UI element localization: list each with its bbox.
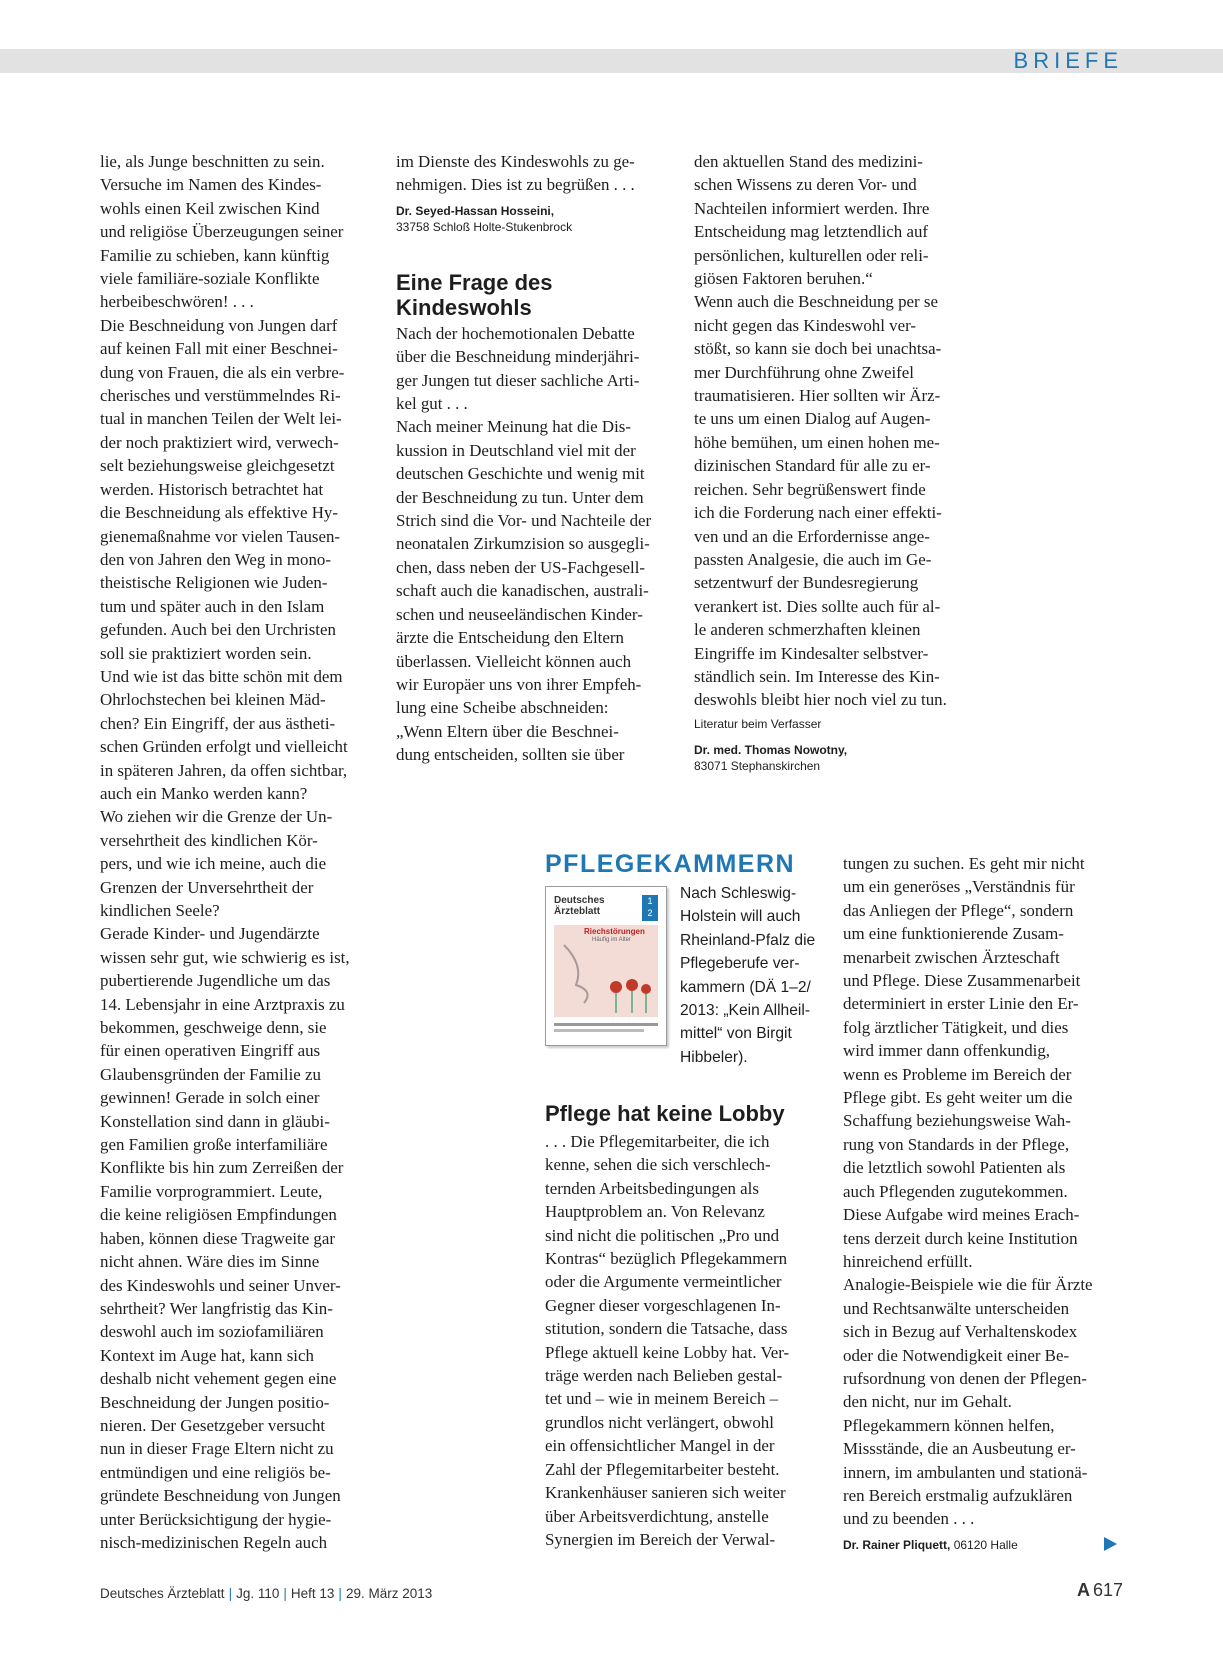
volume: Jg. 110: [236, 1586, 280, 1601]
magazine-cover-image: [545, 886, 667, 1046]
signature-name: Dr. Rainer Pliquett,: [843, 1537, 951, 1552]
rubric-teaser: Nach Schleswig- Holstein will auch Rheinland-Pfalz die Pflegeberufe ver- kammern (DÄ 1–2/ 2013: „Kein Allheil- mittel“ von Birgit Hibbeler).: [680, 885, 816, 1066]
column-4: [545, 1101, 830, 1551]
signature: [694, 742, 984, 774]
letter-headline: Eine Frage des Kindeswohls: [396, 269, 553, 320]
signature-name: Dr. Seyed-Hassan Hosseini,: [396, 203, 555, 218]
page-prefix: A: [1076, 1580, 1090, 1600]
cover-title: Riechstörungen: [584, 927, 645, 936]
signature: [843, 1537, 1128, 1553]
cover-text-line: [554, 1023, 658, 1026]
nose-flower-icon: [554, 925, 658, 1017]
page-number: [1077, 1580, 1123, 1601]
signature: [396, 203, 681, 235]
page-value: 617: [1092, 1580, 1123, 1600]
literature-note: Literatur beim Verfasser: [694, 716, 822, 731]
section-label: BRIEFE: [1013, 48, 1123, 73]
issue: Heft 13: [290, 1586, 335, 1601]
letter-text: . . . Die Pflegemitarbeiter, die ich kenne, sehen die sich verschlech- ternden Arbeitsbedingungen als Hauptproblem an. Von Relevanz sind nicht die politischen „Pro und Kontras“ bezüglich Pflegekammern oder die Argumente vermeintlicher Gegner dieser vorgeschlagenen In- stitution, sondern die Tatsache, dass Pflege aktuell keine Lobby hat. Ver- träge werden nach Belieben gestal- tet und – wie in meinem Bereich – grundlos nicht verlängert, obwohl ein offensichtlicher Mangel in der Zahl der Pflegemitarbeiter besteht. Krankenhäuser sanieren sich weiter über Arbeitsverdichtung, anstelle Synergien im Bereich der Verwal-: [545, 1132, 790, 1549]
cover-text-line: [554, 1029, 644, 1032]
column-3: [694, 150, 984, 774]
letter-text: lie, als Junge beschnitten zu sein. Versuche im Namen des Kindes- wohls einen Keil zwischen Kind und religiöse Überzeugungen seiner Familie zu schieben, kann künftig viele familiäre-soziale Konflikte herbeibeschwören! . . . Die Beschneidung von Jungen darf auf keinen Fall mit einer Beschnei- dung von Frauen, die als ein verbre- cherisches und verstümmelndes Ri- tual in manchen Teilen der Welt lei- der noch praktiziert wird, verwech- selt beziehungsweise gleichgesetzt werden. Historisch betrachtet hat die Beschneidung als effektive Hy- gienemaßnahme vor vielen Tausen- den von Jahren den Weg in mono- theistische Religionen wie Juden- tum und später auch in den Islam gefunden. Auch bei den Urchristen soll sie praktiziert worden sein. Und wie ist das bitte schön mit dem Ohrlochstechen bei kleinen Mäd- chen? Ein Eingriff, der aus ästheti- schen Gründen erfolgt und vielleicht in späteren Jahren, da offen sichtbar, auch ein Manko werden kann? Wo ziehen wir die Grenze der Un- versehrtheit des kindlichen Kör- pers, und wie ich meine, auch die Grenzen der Unversehrtheit der kindlichen Seele? Gerade Kinder- und Jugendärzte wissen sehr gut, wie schwierig es ist, pubertierende Jugendliche um das 14. Lebensjahr in eine Arztpraxis zu bekommen, geschweige denn, sie für einen operativen Eingriff aus Glaubensgründen der Familie zu gewinnen! Gerade in solch einer Konstellation sind dann in gläubi- gen Familien große interfamiliäre Konflikte bis hin zum Zerreißen der Familie vorprogrammiert. Leute, die keine religiösen Empfindungen haben, können diese Tragweite gar nicht ahnen. Wäre dies im Sinne des Kindeswohls und seiner Unver- sehrtheit? Wer langfristig das Kin- deswohl auch im soziofamiliären Kontext im Auge hat, kann sich deshalb nicht vehement gegen eine Beschneidung der Jungen positio- nieren. Der Gesetzgeber versucht nun in dieser Frage Eltern nicht zu entmündigen und eine religiös be- gründete Beschneidung von Jungen unter Berücksichtigung der hygie- nisch-medizinischen Regeln auch: [100, 152, 350, 1552]
cover-illustration: [554, 925, 658, 1017]
letter-text: im Dienste des Kindeswohls zu ge- nehmigen. Dies ist zu begrüßen . . .: [396, 152, 635, 195]
signature-place: 83071 Stephanskirchen: [694, 758, 821, 773]
continue-arrow-icon: [1104, 1537, 1117, 1551]
signature-name: Dr. med. Thomas Nowotny,: [694, 742, 848, 757]
letter-text: den aktuellen Stand des medizini- schen Wissens zu deren Vor- und Nachteilen informiert werden. Ihre Entscheidung mag letztendlich auf persönlichen, kulturellen oder reli- giösen Faktoren beruhen.“ Wenn auch die Beschneidung per se nicht gegen das Kindeswohl ver- stößt, so kann sie doch bei unachtsa- mer Durchführung ohne Zweifel traumatisieren. Hier sollten wir Ärz- te uns um einen Dialog auf Augen- höhe bemühen, um einen hohen me- dizinischen Standard für alle zu er- reichen. Sehr begrüßenswert finde ich die Forderung nach einer effekti- ven und an die Erfordernisse ange- passten Analgesie, die auch im Ge- setzentwurf der Bundesregierung verankert ist. Dies sollte auch für al- le anderen schmerzhaften kleinen Eingriffe im Kindesalter selbstver- ständlich sein. Im Interesse des Kin- deswohls bleibt hier noch viel zu tun.: [694, 152, 947, 710]
rubric-title: PFLEGEKAMMERN: [545, 850, 796, 878]
letter-headline: Pflege hat keine Lobby: [545, 1101, 785, 1126]
footer: Deutsches Ärzteblatt | Jg. 110 | Heft 13 | 29. März 2013: [100, 1586, 433, 1601]
date: 29. März 2013: [345, 1586, 433, 1601]
signature-place: 33758 Schloß Holte-Stukenbrock: [396, 219, 573, 234]
cover-brand: Deutsches Ärzteblatt: [554, 895, 605, 917]
column-5: [843, 852, 1128, 1553]
cover-issue-badge: 1 2: [642, 895, 658, 921]
journal-name: Deutsches Ärzteblatt: [100, 1586, 225, 1601]
column-2: [396, 150, 681, 767]
signature-place: 06120 Halle: [950, 1537, 1018, 1552]
cover-subtitle: Häufig im Alter: [592, 937, 632, 943]
letter-text: tungen zu suchen. Es geht mir nicht um ein generöses „Verständnis für das Anliegen der Pflege“, sondern um eine funktionierende Zusam- menarbeit zwischen Ärzteschaft und Pflege. Diese Zusammenarbeit determiniert in erster Linie den Er- folg ärztlicher Tätigkeit, und dies wird immer dann offenkundig, wenn es Probleme im Bereich der Pflege gibt. Es geht weiter um die Schaffung beziehungsweise Wah- rung von Standards in der Pflege, die letztlich sowohl Patienten als auch Pflegenden zugutekommen. Diese Aufgabe wird meines Erach- tens derzeit durch keine Institution hinreichend erfüllt. Analogie-Beispiele wie die für Ärzte und Rechtsanwälte unterscheiden sich in Bezug auf Verhaltenskodex oder die Notwendigkeit einer Be- rufsordnung von denen der Pflegen- den nicht, nur im Gehalt. Pflegekammern können helfen, Missstände, die an Ausbeutung er- innern, im ambulanten und stationä- ren Bereich erstmalig aufzuklären und zu beenden . . .: [843, 854, 1093, 1529]
letter-text: Nach der hochemotionalen Debatte über die Beschneidung minderjähri- ger Jungen tut dieser sachliche Arti- kel gut . . . Nach meiner Meinung hat die Dis- kussion in Deutschland viel mit der deutschen Geschichte und wenig mit der Beschneidung zu tun. Unter dem Strich sind die Vor- und Nachteile der neonatalen Zirkumzision so ausgegli- chen, dass neben der US-Fachgesell- schaft auch die kanadischen, australi- schen und neuseeländischen Kinder- ärzte die Entscheidung den Eltern überlassen. Vielleicht können auch wir Europäer uns von ihrer Empfeh- lung eine Scheibe abschneiden: „Wenn Eltern über die Beschnei- dung entscheiden, sollten sie über: [396, 323, 652, 765]
column-1: [100, 150, 380, 1554]
